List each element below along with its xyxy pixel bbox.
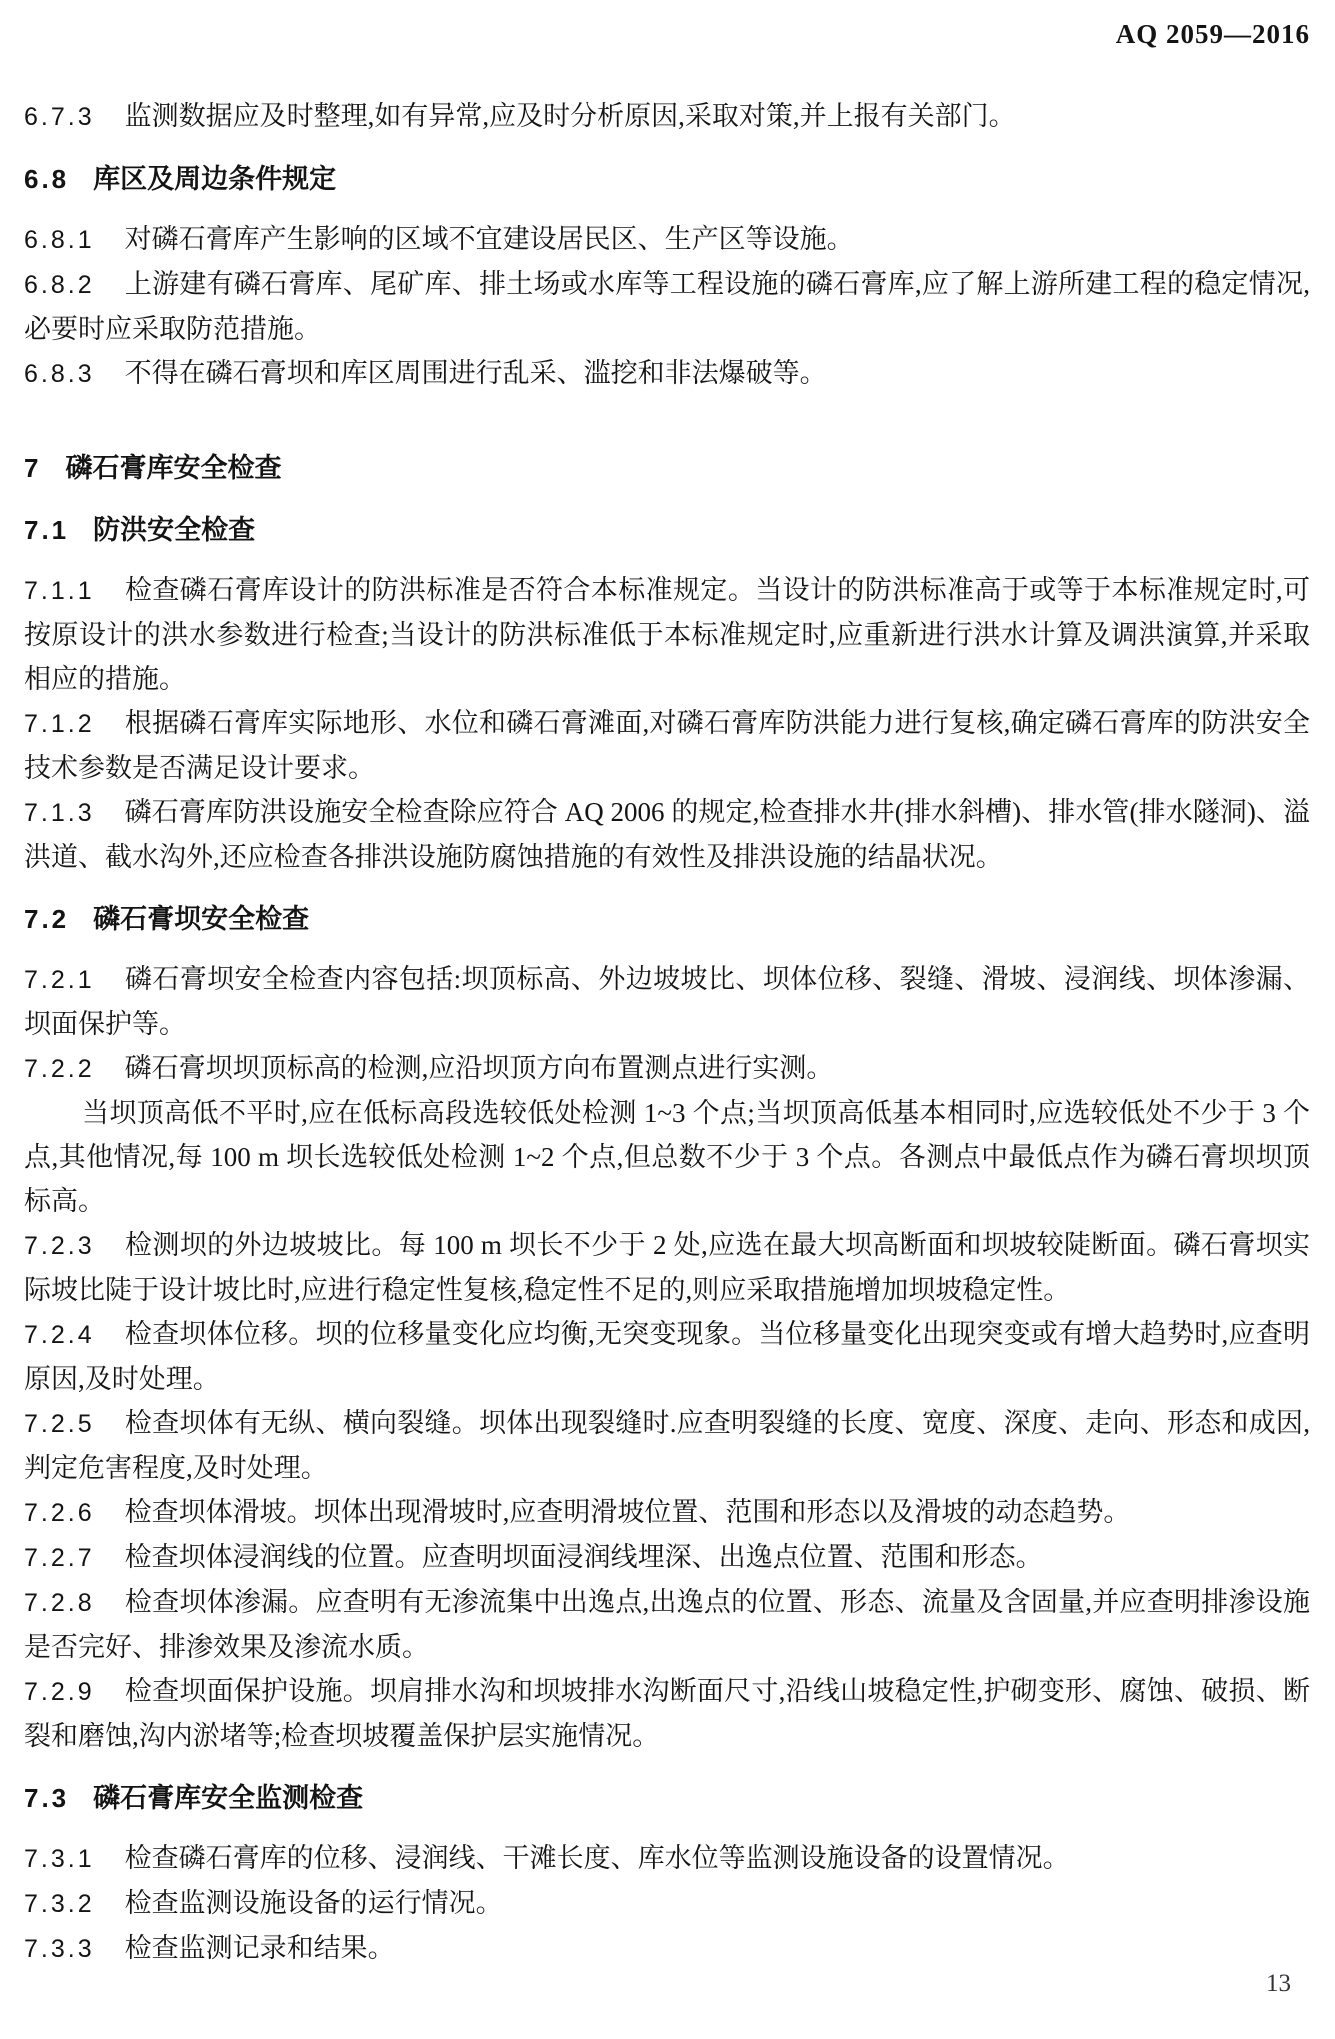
clause-7-2-5 — [24, 1401, 1310, 1490]
clause-6-7-3 — [24, 94, 1310, 139]
clause-number: 7.3.1 — [24, 1845, 95, 1873]
clause-number: 7.1.3 — [24, 799, 95, 827]
clause-text: 磷石膏坝安全检查内容包括:坝顶标高、外边坡坡比、坝体位移、裂缝、滑坡、浸润线、坝体渗漏、坝面保护等。 — [24, 964, 1310, 1039]
clause-number: 7.1.1 — [24, 577, 95, 605]
clause-7-2-2 — [24, 1046, 1310, 1091]
clause-number: 6.8.3 — [24, 360, 95, 388]
clause-7-2-9 — [24, 1669, 1310, 1758]
chapter-number: 7 — [24, 453, 42, 483]
clause-7-1-2 — [24, 701, 1310, 790]
clause-text: 磷石膏坝坝顶标高的检测,应沿坝顶方向布置测点进行实测。 — [124, 1053, 834, 1083]
section-heading-6-8 — [24, 157, 1310, 201]
clause-text: 对磷石膏库产生影响的区域不宜建设居民区、生产区等设施。 — [124, 224, 854, 254]
clause-text: 检查坝体滑坡。坝体出现滑坡时,应查明滑坡位置、范围和形态以及滑坡的动态趋势。 — [124, 1497, 1131, 1527]
clause-text: 检查坝体位移。坝的位移量变化应均衡,无突变现象。当位移量变化出现突变或有增大趋势时,应查明原因,及时处理。 — [24, 1319, 1310, 1394]
clause-number: 7.2.9 — [24, 1678, 95, 1706]
chapter-text: 磷石膏库安全检查 — [65, 453, 282, 483]
clause-6-8-2 — [24, 262, 1310, 351]
clause-7-3-3 — [24, 1926, 1310, 1971]
clause-text: 检查坝体浸润线的位置。应查明坝面浸润线埋深、出逸点位置、范围和形态。 — [124, 1542, 1043, 1572]
clause-6-8-3 — [24, 351, 1310, 396]
clause-number: 6.7.3 — [24, 103, 95, 131]
clause-7-2-4 — [24, 1312, 1310, 1401]
heading-text: 防洪安全检查 — [93, 515, 256, 545]
heading-text: 库区及周边条件规定 — [93, 164, 337, 194]
clause-number: 7.2.5 — [24, 1410, 95, 1438]
standard-code-header: AQ 2059—2016 — [1115, 19, 1310, 49]
clause-text: 当坝顶高低不平时,应在低标高段选较低处检测 1~3 个点;当坝顶高低基本相同时,应选较低处不少于 3 个点,其他情况,每 100 m 坝长选较低处检测 1~2 个点,但总数不少于 3 个点。各测点中最低点作为磷石膏坝坝顶标高。 — [24, 1098, 1310, 1216]
clause-6-8-1 — [24, 217, 1310, 262]
section-heading-7-3 — [24, 1776, 1310, 1820]
clause-text: 监测数据应及时整理,如有异常,应及时分析原因,采取对策,并上报有关部门。 — [124, 101, 1016, 131]
clause-number: 7.1.2 — [24, 710, 95, 738]
clause-text: 根据磷石膏库实际地形、水位和磷石膏滩面,对磷石膏库防洪能力进行复核,确定磷石膏库的防洪安全技术参数是否满足设计要求。 — [24, 708, 1310, 783]
clause-number: 6.8.1 — [24, 226, 95, 254]
clause-text: 上游建有磷石膏库、尾矿库、排土场或水库等工程设施的磷石膏库,应了解上游所建工程的稳定情况,必要时应采取防范措施。 — [24, 269, 1310, 344]
clause-text: 检查坝体渗漏。应查明有无渗流集中出逸点,出逸点的位置、形态、流量及含固量,并应查明排渗设施是否完好、排渗效果及渗流水质。 — [24, 1587, 1310, 1662]
clause-number: 7.2.1 — [24, 966, 95, 994]
clause-text: 检查磷石膏库的位移、浸润线、干滩长度、库水位等监测设施设备的设置情况。 — [124, 1843, 1070, 1873]
section-heading-7-2 — [24, 897, 1310, 941]
clause-number: 7.2.8 — [24, 1589, 95, 1617]
clause-7-2-3 — [24, 1223, 1310, 1312]
heading-number: 6.8 — [24, 164, 70, 194]
clause-7-2-8 — [24, 1580, 1310, 1669]
page-number: 13 — [1266, 1970, 1291, 1997]
clause-text: 检查磷石膏库设计的防洪标准是否符合本标准规定。当设计的防洪标准高于或等于本标准规定时,可按原设计的洪水参数进行检查;当设计的防洪标准低于本标准规定时,应重新进行洪水计算及调洪演算,并采取相应的措施。 — [24, 575, 1310, 694]
clause-number: 7.2.2 — [24, 1055, 95, 1083]
clause-text: 检查监测设施设备的运行情况。 — [124, 1888, 503, 1918]
clause-number: 7.3.2 — [24, 1890, 95, 1918]
clause-7-3-1 — [24, 1836, 1310, 1881]
heading-number: 7.2 — [24, 904, 70, 934]
clause-7-2-1 — [24, 957, 1310, 1046]
heading-text: 磷石膏库安全监测检查 — [93, 1783, 364, 1813]
clause-7-3-2 — [24, 1881, 1310, 1926]
clause-7-1-1 — [24, 568, 1310, 701]
clause-number: 7.2.7 — [24, 1544, 95, 1572]
clause-7-2-7 — [24, 1535, 1310, 1580]
clause-number: 7.2.6 — [24, 1499, 95, 1527]
clause-text: 磷石膏库防洪设施安全检查除应符合 AQ 2006 的规定,检查排水井(排水斜槽)、排水管(排水隧洞)、溢洪道、截水沟外,还应检查各排洪设施防腐蚀措施的有效性及排洪设施的结晶状况。 — [24, 797, 1310, 872]
clause-text: 检查监测记录和结果。 — [124, 1933, 395, 1963]
clause-text: 检查坝体有无纵、横向裂缝。坝体出现裂缝时.应查明裂缝的长度、宽度、深度、走向、形态和成因,判定危害程度,及时处理。 — [24, 1408, 1310, 1483]
clause-number: 6.8.2 — [24, 271, 95, 299]
clause-text: 检测坝的外边坡坡比。每 100 m 坝长不少于 2 处,应选在最大坝高断面和坝坡较陡断面。磷石膏坝实际坡比陡于设计坡比时,应进行稳定性复核,稳定性不足的,则应采取措施增加坝坡稳定性。 — [24, 1230, 1310, 1305]
heading-number: 7.3 — [24, 1783, 70, 1813]
clause-number: 7.3.3 — [24, 1935, 95, 1963]
clause-text: 检查坝面保护设施。坝肩排水沟和坝坡排水沟断面尺寸,沿线山坡稳定性,护砌变形、腐蚀、破损、断裂和磨蚀,沟内淤堵等;检查坝坡覆盖保护层实施情况。 — [24, 1676, 1310, 1751]
clause-text: 不得在磷石膏坝和库区周围进行乱采、滥挖和非法爆破等。 — [124, 358, 827, 388]
clause-7-2-6 — [24, 1490, 1310, 1535]
heading-number: 7.1 — [24, 515, 70, 545]
clause-number: 7.2.3 — [24, 1232, 95, 1260]
section-heading-7-1 — [24, 508, 1310, 552]
clause-7-1-3 — [24, 790, 1310, 879]
clause-7-2-2-continuation — [24, 1091, 1310, 1223]
clause-number: 7.2.4 — [24, 1321, 95, 1349]
heading-text: 磷石膏坝安全检查 — [93, 904, 310, 934]
chapter-heading-7 — [24, 446, 1310, 490]
